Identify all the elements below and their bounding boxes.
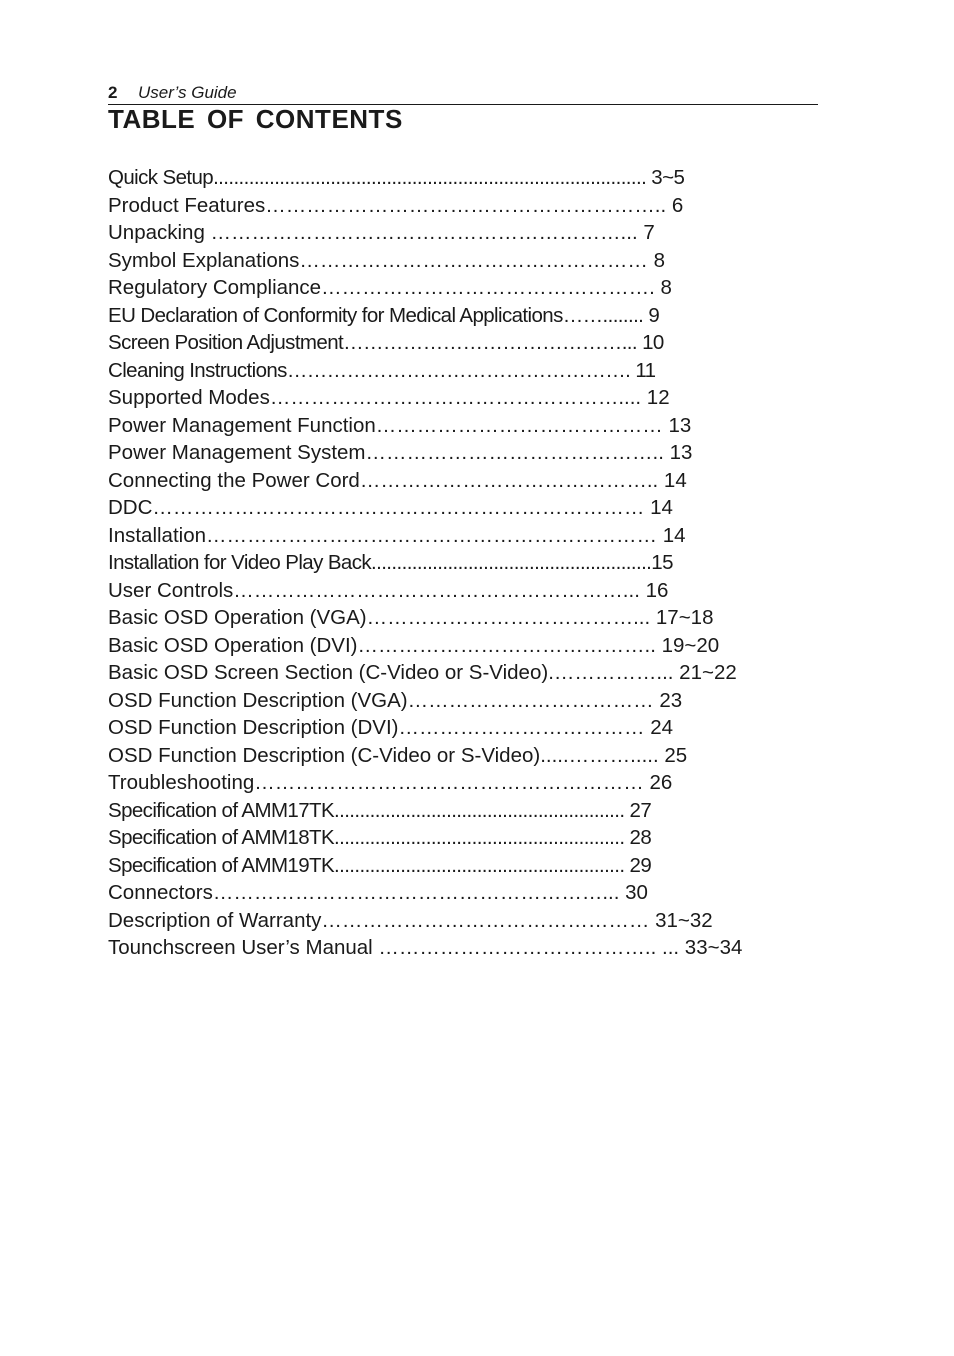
toc-entry: Tounchscreen User’s Manual ………………………………….. ... 33~34 <box>108 936 743 959</box>
toc-entry: User Controls…………………………………………………... 16 <box>108 578 669 602</box>
toc-entry: Power Management Function…………………………………… 13 <box>108 413 692 437</box>
toc-entry: Basic OSD Operation (VGA)…………………………………... 17~18 <box>108 606 714 629</box>
toc-entry: Power Management System…………………………………….. 13 <box>108 441 693 464</box>
toc-entry: Installation………………………………………………………… 14 <box>108 523 686 547</box>
toc-entry: Unpacking ……………………………………………………... 7 <box>108 221 655 244</box>
toc-entry: Supported Modes…………………………………………….... 12 <box>108 386 670 409</box>
toc-entry: Screen Position Adjustment……………………………………... 10 <box>108 331 664 354</box>
toc-entry: Description of Warranty………………………………………… 31~32 <box>108 908 713 932</box>
toc-entry: Specification of AMM19TK......................................................... 29 <box>108 853 652 877</box>
toc-list <box>108 164 742 962</box>
toc-entry: Basic OSD Operation (DVI)…………………………………….. 19~20 <box>108 633 720 657</box>
toc-entry: Basic OSD Screen Section (C-Video or S-Video).……………... 21~22 <box>108 661 737 684</box>
toc-title: TABLE OF CONTENTS <box>108 104 403 134</box>
toc-entry: Quick Setup..................................................................................... 3~5 <box>108 166 685 189</box>
running-title: User’s Guide <box>138 83 237 102</box>
toc-entry: Regulatory Compliance…………………………………………. 8 <box>108 276 672 299</box>
toc-entry: DDC……………………………………………………………… 14 <box>108 496 673 519</box>
toc-entry: Specification of AMM18TK......................................................... 28 <box>108 826 652 849</box>
page-header <box>108 82 818 105</box>
toc-entry: Symbol Explanations…………………………………………… 8 <box>108 248 666 272</box>
toc-entry: OSD Function Description (VGA)……………………………… 23 <box>108 688 683 712</box>
toc-entry: Troubleshooting………………………………………………… 26 <box>108 771 673 794</box>
toc-entry: Installation for Video Play Back.......................................................15 <box>108 551 673 574</box>
toc-entry: Connecting the Power Cord…………………………………….. 14 <box>108 468 687 492</box>
toc-entry: EU Declaration of Conformity for Medical Applications……........ 9 <box>108 303 660 327</box>
toc-entry: Connectors…………………………………………………... 30 <box>108 881 648 904</box>
page-number: 2 <box>108 83 118 102</box>
toc-entry: OSD Function Description (DVI)……………………………… 24 <box>108 716 674 739</box>
toc-entry: Specification of AMM17TK......................................................... 27 <box>108 798 652 822</box>
toc-entry: OSD Function Description (C-Video or S-Video).....………..... 25 <box>108 743 688 767</box>
toc-entry: Cleaning Instructions……………………………………………. 11 <box>108 358 656 382</box>
toc-entry: Product Features………………………………………………….. 6 <box>108 193 684 217</box>
